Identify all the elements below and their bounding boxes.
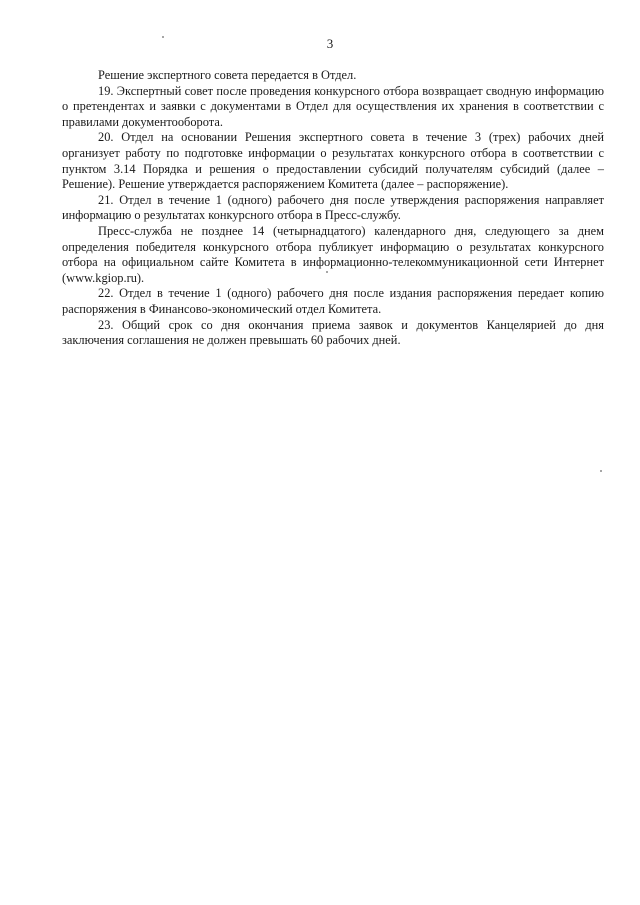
document-body xyxy=(62,68,604,349)
paragraph-23: 23. Общий срок со дня окончания приема заявок и документов Канцелярией до дня заключения соглашения не должен превышать 60 рабочих дней. xyxy=(62,317,604,348)
scan-speck xyxy=(162,36,164,38)
paragraph-press-service: Пресс-служба не позднее 14 (четырнадцатого) календарного дня, следующего за днем определения победителя конкурсного отбора публикует информацию о результатах конкурсного отбора на официальном сайте Комитета в информационно-телекоммуникационной сети Интернет (www.kgiop.ru). xyxy=(62,223,604,285)
paragraph-19: 19. Экспертный совет после проведения конкурсного отбора возвращает сводную информацию о претендентах и заявки с документами в Отдел для осуществления их хранения в соответствии с правилами документооборота. xyxy=(62,83,604,129)
paragraph-22: 22. Отдел в течение 1 (одного) рабочего дня после издания распоряжения передает копию распоряжения в Финансово-экономический отдел Комитета. xyxy=(62,286,604,316)
paragraph-expert-decision: Решение экспертного совета передается в Отдел. xyxy=(98,68,357,82)
paragraph-20: 20. Отдел на основании Решения экспертного совета в течение 3 (трех) рабочих дней организует работу по подготовке информации о результатах конкурсного отбора в соответствии с пунктом 3.14 Порядка и решения о предоставлении субсидий получателям субсидий (далее – Решение). Решение утверждается распоряжением Комитета (далее – распоряжение). xyxy=(62,130,604,192)
scan-speck xyxy=(326,271,328,273)
scan-speck xyxy=(600,470,602,472)
page-number: 3 xyxy=(326,36,334,51)
paragraph-21: 21. Отдел в течение 1 (одного) рабочего дня после утверждения распоряжения направляет информацию о результатах конкурсного отбора в Пресс-службу. xyxy=(62,192,604,223)
